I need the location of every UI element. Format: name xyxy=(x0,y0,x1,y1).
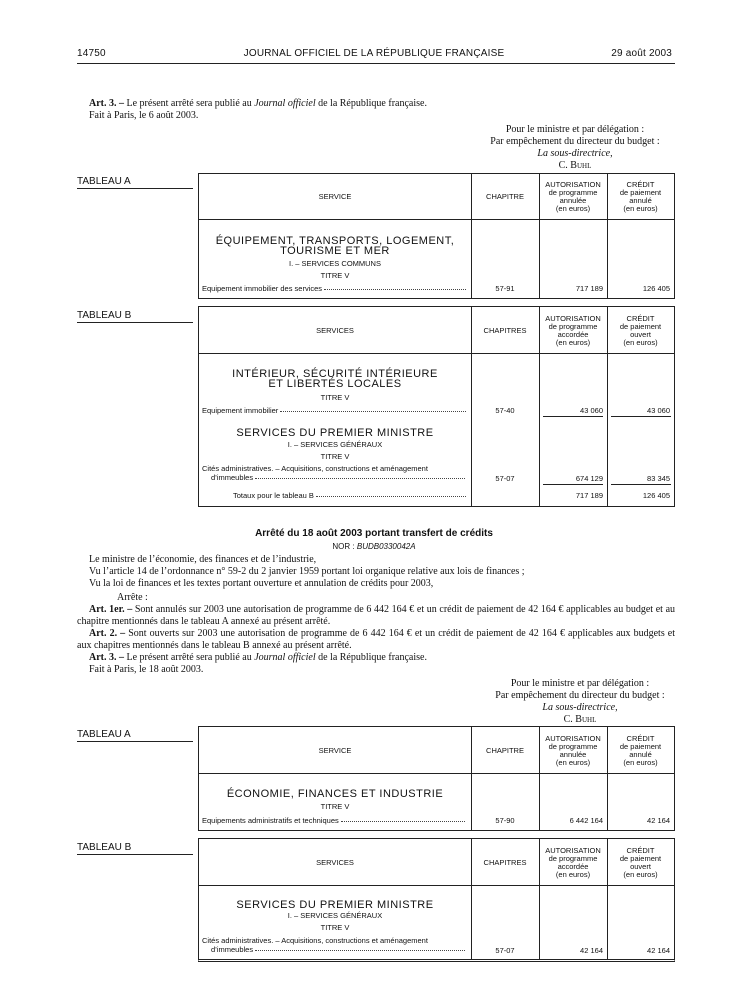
sig2-line2: Par empêchement du directeur du budget : xyxy=(495,690,665,701)
t4-row-label-2: d’immeubles xyxy=(211,945,466,954)
sig-line3: La sous-directrice, xyxy=(537,148,613,159)
t1-h-credit: CRÉDIT de paiement annulé (en euros) xyxy=(619,180,662,213)
t1-row-chapitre: 57-91 xyxy=(495,284,515,293)
arrete-signature xyxy=(475,678,685,726)
t1-row-autorisation: 717 189 xyxy=(575,284,603,293)
t2-sec2-row-chapitre: 57-07 xyxy=(495,474,515,483)
t4-row-credit: 42 164 xyxy=(647,946,670,955)
t2-h-chapitre: CHAPITRES xyxy=(483,326,527,335)
t4-h-autorisation: AUTORISATION de programme accordée (en euros) xyxy=(545,846,601,879)
table1 xyxy=(198,173,675,299)
t2-sec1-row-credit: 43 060 xyxy=(647,406,670,415)
t2-total-autorisation: 717 189 xyxy=(575,491,603,500)
t2-h-credit: CRÉDIT de paiement ouvert (en euros) xyxy=(619,314,662,347)
top-signature xyxy=(470,124,680,172)
t3-row-label: Equipements administratifs et techniques xyxy=(202,816,466,825)
art1-text: Sont annulés sur 2003 une autorisation de programme de 6 442 164 € et un crédit de paiement de 42 164 € applicables au budget et au chapitre mentionnés dans le tableau A annexé au présent arrêté. xyxy=(77,604,676,627)
t2-sec2-sub1: I. – SERVICES GÉNÉRAUX xyxy=(287,440,383,449)
table2-label: TABLEAU B xyxy=(77,310,193,323)
t1-row-label: Equipement immobilier des services xyxy=(202,284,466,293)
page-number: 14750 xyxy=(77,48,106,59)
top-art3-label: Art. 3. – xyxy=(89,98,124,109)
arrete-fait: Fait à Paris, le 18 août 2003. xyxy=(89,664,204,675)
table2 xyxy=(198,306,675,507)
t2-h-service: SERVICES xyxy=(316,326,354,335)
art2-text: Sont ouverts sur 2003 une autorisation de programme de 6 442 164 € et un crédit de paiement de 42 164 € applicables aux budgets et aux chapitres mentionnés dans le tableau B annexé au présent arrêté. xyxy=(77,628,676,651)
t2-sec2-row-label-1: Cités administratives. – Acquisitions, constructions et aménagement xyxy=(202,464,428,473)
sig2-line3: La sous-directrice, xyxy=(542,702,618,713)
journal-title: JOURNAL OFFICIEL DE LA RÉPUBLIQUE FRANÇAISE xyxy=(243,48,505,59)
t1-title-2: TOURISME ET MER xyxy=(280,245,390,257)
t2-total-label: Totaux pour le tableau B xyxy=(233,491,466,500)
t3-h-service: SERVICE xyxy=(318,746,352,755)
t3-row-credit: 42 164 xyxy=(647,816,670,825)
t3-h-credit: CRÉDIT de paiement annulé (en euros) xyxy=(619,734,662,767)
sig-line2: Par empêchement du directeur du budget : xyxy=(490,136,660,147)
t2-sec1-title-1: INTÉRIEUR, SÉCURITÉ INTÉRIEURE xyxy=(232,368,438,380)
t2-sec2-sub2: TITRE V xyxy=(320,452,350,461)
t2-sec1-row-label: Equipement immobilier xyxy=(202,406,466,415)
arrete-nor: NOR : BUDB0330042A xyxy=(332,542,416,551)
t1-h-autorisation: AUTORISATION de programme annulée (en euros) xyxy=(545,180,601,213)
t4-h-service: SERVICES xyxy=(316,858,354,867)
t1-title-1: ÉQUIPEMENT, TRANSPORTS, LOGEMENT, xyxy=(215,235,455,247)
t1-row-credit: 126 405 xyxy=(642,284,670,293)
top-art3-text-end: de la République française. xyxy=(315,98,427,109)
t1-h-service: SERVICE xyxy=(318,192,352,201)
arrete-minister: Le ministre de l’économie, des finances et de l’industrie, xyxy=(89,554,317,565)
t2-sec1-row-chapitre: 57-40 xyxy=(495,406,515,415)
arrete-art3: Art. 3. – Le présent arrêté sera publié au Journal officiel de la République française. xyxy=(89,652,427,663)
header-rule xyxy=(77,63,675,64)
sig2-line4: C. Buhl xyxy=(563,714,597,725)
t2-sec1-row-autorisation: 43 060 xyxy=(580,406,603,415)
sig2-line1: Pour le ministre et par délégation : xyxy=(510,678,650,689)
t4-sub1: I. – SERVICES GÉNÉRAUX xyxy=(287,911,383,920)
t2-sec2-row-label-2: d’immeubles xyxy=(211,473,466,482)
t3-row-chapitre: 57-90 xyxy=(495,816,515,825)
arrete-art2 xyxy=(77,628,675,652)
top-fait: Fait à Paris, le 6 août 2003. xyxy=(89,110,199,121)
t4-title: SERVICES DU PREMIER MINISTRE xyxy=(236,899,434,911)
arrete-vu-2: Vu la loi de finances et les textes portant ouverture et annulation de crédits pour 2003, xyxy=(89,578,434,589)
t1-sub2: TITRE V xyxy=(320,271,350,280)
t3-row-autorisation: 6 442 164 xyxy=(569,816,603,825)
table1-label: TABLEAU A xyxy=(77,176,193,189)
top-art3-journal: Journal officiel xyxy=(254,98,316,109)
table3-label: TABLEAU A xyxy=(77,729,193,742)
t4-h-chapitre: CHAPITRES xyxy=(483,858,527,867)
arrete-arrete: Arrête : xyxy=(117,592,148,603)
t4-h-credit: CRÉDIT de paiement ouvert (en euros) xyxy=(619,846,662,879)
table3 xyxy=(198,726,675,831)
t1-sub1: I. – SERVICES COMMUNS xyxy=(289,259,381,268)
t2-sec2-title: SERVICES DU PREMIER MINISTRE xyxy=(236,427,434,439)
top-art3-text: Le présent arrêté sera publié au xyxy=(124,98,255,109)
t2-sec2-row-autorisation: 674 129 xyxy=(575,474,603,483)
arrete-vu-1: Vu l’article 14 de l’ordonnance n° 59-2 du 2 janvier 1959 portant loi organique relative aux lois de finances ; xyxy=(89,566,525,577)
sig-line4: C. Buhl xyxy=(558,160,592,171)
arrete-art1 xyxy=(77,604,675,628)
table4 xyxy=(198,838,675,962)
t3-h-autorisation: AUTORISATION de programme annulée (en euros) xyxy=(545,734,601,767)
t4-row-chapitre: 57-07 xyxy=(495,946,515,955)
t2-sec2-row-credit: 83 345 xyxy=(647,474,670,483)
t3-title: ÉCONOMIE, FINANCES ET INDUSTRIE xyxy=(226,788,444,800)
t2-h-autorisation: AUTORISATION de programme accordée (en euros) xyxy=(545,314,601,347)
issue-date: 29 août 2003 xyxy=(611,48,672,59)
top-art3 xyxy=(89,98,427,110)
art1-label: Art. 1er. – xyxy=(89,604,133,615)
t3-sub: TITRE V xyxy=(320,802,350,811)
t2-sec1-sub: TITRE V xyxy=(320,393,350,402)
art3-label: Art. 3. – xyxy=(89,652,124,663)
table4-label: TABLEAU B xyxy=(77,842,193,855)
arrete-title: Arrêté du 18 août 2003 portant transfert de crédits xyxy=(255,528,493,539)
t4-sub2: TITRE V xyxy=(320,923,350,932)
sig-line1: Pour le ministre et par délégation : xyxy=(505,124,645,135)
t4-row-autorisation: 42 164 xyxy=(580,946,603,955)
t4-row-label-1: Cités administratives. – Acquisitions, constructions et aménagement xyxy=(202,936,428,945)
art2-label: Art. 2. – xyxy=(89,628,126,639)
t2-total-credit: 126 405 xyxy=(642,491,670,500)
t3-h-chapitre: CHAPITRE xyxy=(486,746,524,755)
t2-sec1-title-2: ET LIBERTÉS LOCALES xyxy=(268,378,402,390)
t1-h-chapitre: CHAPITRE xyxy=(486,192,524,201)
